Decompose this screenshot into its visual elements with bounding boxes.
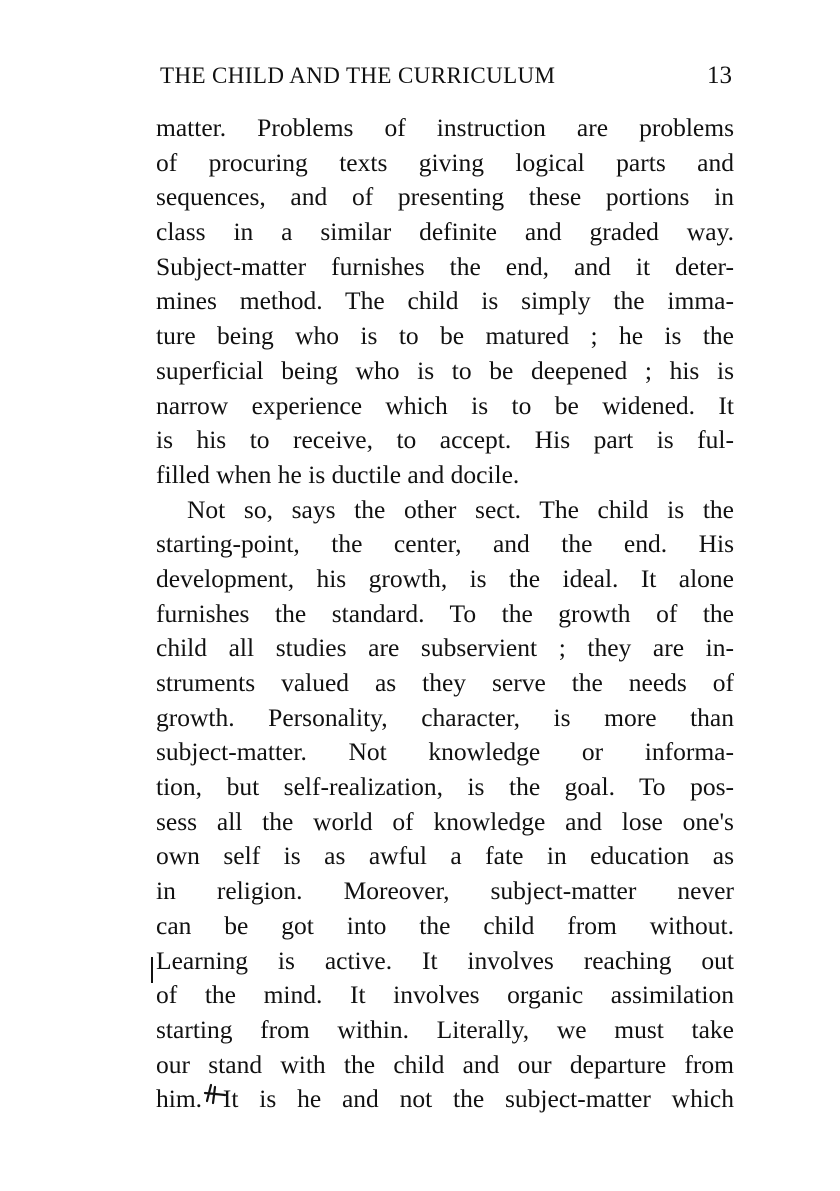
text-line: filled when he is ductile and docile. bbox=[156, 459, 520, 489]
text-line: Subject-matter furnishes the end, and it deter- bbox=[156, 251, 734, 281]
text-line: is his to receive, to accept. His part is ful- bbox=[156, 425, 734, 455]
text-line: sequences, and of presenting these portions in bbox=[156, 182, 734, 212]
text-line: ture being who is to be matured ; he is the bbox=[156, 321, 734, 351]
running-title: THE CHILD AND THE CURRICULUM bbox=[160, 63, 556, 88]
text-line: development, his growth, is the ideal. It alone bbox=[156, 563, 734, 593]
text-line: our stand with the child and our departure from bbox=[156, 1049, 734, 1079]
text-line: sess all the world of knowledge and lose one's bbox=[156, 806, 734, 836]
text-line: Learning is active. It involves reaching out bbox=[156, 945, 734, 975]
body-text bbox=[156, 111, 734, 1117]
text-line: narrow experience which is to be widened. It bbox=[156, 390, 734, 420]
text-line: growth. Personality, character, is more than bbox=[156, 702, 734, 732]
text-line: superficial being who is to be deepened ; his is bbox=[156, 355, 734, 385]
text-line: matter. Problems of instruction are problems bbox=[156, 113, 734, 142]
text-line: Not so, says the other sect. The child is the bbox=[187, 494, 734, 524]
page-header bbox=[160, 62, 732, 98]
margin-pencil-mark bbox=[151, 957, 153, 983]
text-line: of the mind. It involves organic assimilation bbox=[156, 980, 734, 1010]
text-line: starting-point, the center, and the end. His bbox=[156, 529, 734, 559]
text-line: can be got into the child from without. bbox=[156, 910, 734, 940]
text-line: starting from within. Literally, we must take bbox=[156, 1014, 734, 1044]
text-line: in religion. Moreover, subject-matter never bbox=[156, 876, 734, 906]
text-line: of procuring texts giving logical parts and bbox=[156, 147, 734, 177]
text-line: child all studies are subservient ; they are in- bbox=[156, 633, 734, 663]
handwritten-annotation-icon bbox=[201, 1083, 229, 1107]
text-line: subject-matter. Not knowledge or informa- bbox=[156, 737, 734, 767]
text-line: mines method. The child is simply the imma- bbox=[156, 286, 734, 316]
text-line: struments valued as they serve the needs of bbox=[156, 668, 734, 697]
text-line: own self is as awful a fate in education as bbox=[156, 841, 734, 871]
page-number: 13 bbox=[707, 62, 732, 89]
text-line: tion, but self-realization, is the goal. To pos- bbox=[156, 772, 734, 802]
text-line: furnishes the standard. To the growth of the bbox=[156, 598, 734, 628]
text-line: class in a similar definite and graded way. bbox=[156, 217, 734, 247]
text-line: him. It is he and not the subject-matter which bbox=[156, 1084, 734, 1114]
